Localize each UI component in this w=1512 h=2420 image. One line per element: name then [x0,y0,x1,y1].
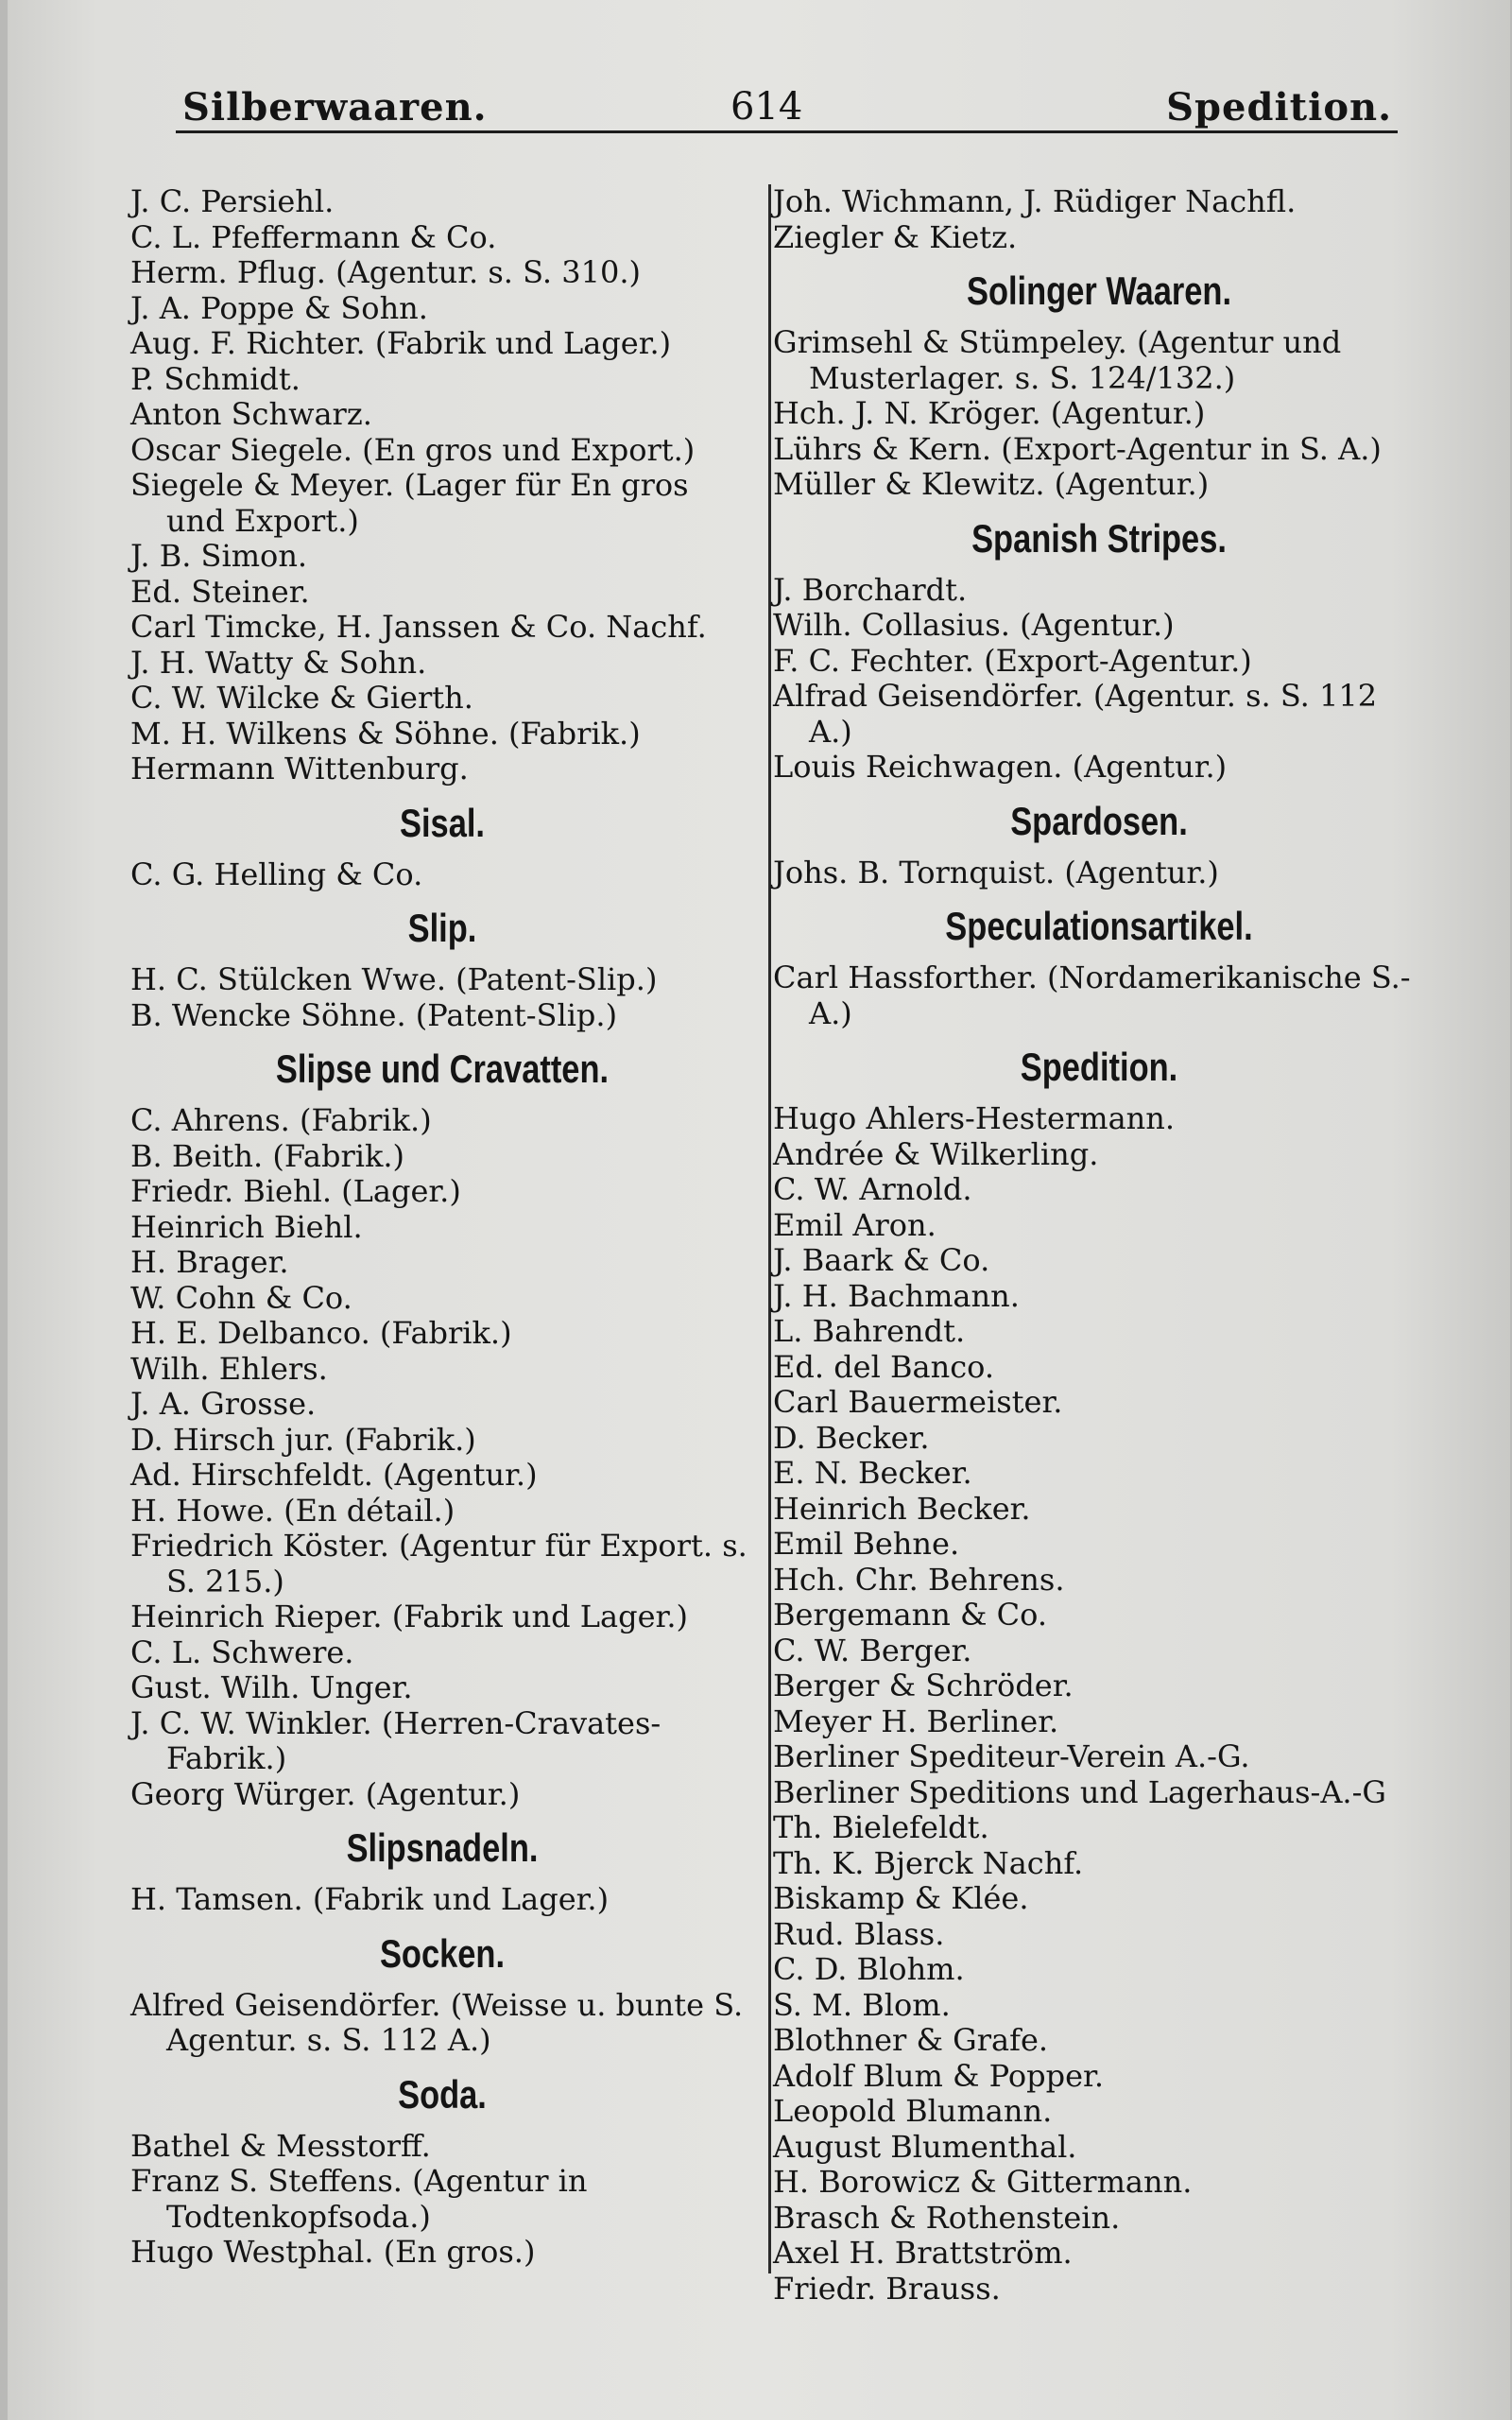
section-heading: Sisal. [400,800,485,845]
section-heading: Slipse und Cravatten. [275,1046,610,1091]
directory-entry: Ed. Steiner. [130,573,310,610]
directory-entry: Ed. del Banco. [773,1348,995,1385]
directory-entry: Heinrich Biehl. [130,1208,363,1245]
directory-entry: August Blumenthal. [773,2128,1077,2165]
directory-page [8,0,1510,2420]
directory-entry: B. Wencke Söhne. (Patent-Slip.) [130,996,618,1033]
directory-entry: Hch. J. N. Kröger. (Agentur.) [773,395,1206,431]
directory-entry: Leopold Blumann. [773,2093,1053,2129]
directory-entry: J. H. Bachmann. [773,1277,1020,1314]
section-heading: Spanish Stripes. [971,515,1227,561]
directory-entry: Anton Schwarz. [130,396,372,432]
directory-entry: Adolf Blum & Popper. [773,2057,1104,2094]
directory-entry: J. C. W. Winkler. (Herren-Cravates-Fabrik.) [130,1704,662,1776]
directory-entry: Hermann Wittenburg. [130,751,469,786]
directory-entry: J. Baark & Co. [773,1242,990,1278]
directory-entry: Berger & Schröder. [773,1668,1074,1703]
directory-entry: Blothner & Grafe. [773,2022,1049,2058]
directory-entry: Heinrich Rieper. (Fabrik und Lager.) [130,1599,688,1634]
directory-entry: F. C. Fechter. (Export-Agentur.) [773,642,1252,679]
directory-entry: Carl Bauermeister. [773,1384,1063,1420]
directory-entry: J. B. Simon. [130,538,308,574]
directory-entry: Franz S. Steffens. (Agentur in Todtenkopfsoda.) [130,2163,597,2235]
directory-entry: C. W. Arnold. [773,1171,972,1207]
directory-entry: Alfred Geisendörfer. (Weisse u. bunte S. Agentur. s. S. 112 A.) [130,1986,753,2058]
right-column [773,184,1425,2307]
section-heading: Spardosen. [1010,798,1188,843]
directory-entry: Siegele & Meyer. (Lager für En gros und Export.) [130,467,698,539]
section-heading: Slip. [407,906,477,950]
section-heading: Soda. [398,2071,487,2117]
header-right-section: Spedition. [1166,85,1392,130]
directory-entry: Lührs & Kern. (Export-Agentur in S. A.) [773,430,1382,467]
directory-entry: Biskamp & Klée. [773,1880,1029,1916]
directory-entry: C. L. Pfeffermann & Co. [130,218,497,255]
directory-entry: Heinrich Becker. [773,1490,1031,1527]
directory-entry: Rud. Blass. [773,1915,945,1952]
directory-entry: Hugo Westphal. (En gros.) [130,2234,536,2270]
page-number: 614 [730,85,803,129]
section-heading: Spedition. [1020,1045,1178,1089]
directory-entry: H. Tamsen. (Fabrik und Lager.) [130,1881,610,1917]
directory-entry: Alfrad Geisendörfer. (Agentur. s. S. 112 A.) [773,678,1387,750]
directory-entry: E. N. Becker. [773,1455,972,1491]
directory-entry: Brasch & Rothenstein. [773,2199,1121,2236]
directory-entry: H. E. Delbanco. (Fabrik.) [130,1315,512,1351]
directory-entry: C. D. Blohm. [773,1951,965,1987]
directory-entry: J. A. Grosse. [130,1386,317,1422]
directory-entry: Joh. Wichmann, J. Rüdiger Nachfl. [773,183,1297,219]
directory-entry: M. H. Wilkens & Söhne. (Fabrik.) [130,715,641,752]
directory-entry: Aug. F. Richter. (Fabrik und Lager.) [130,325,672,361]
directory-entry: Gust. Wilh. Unger. [130,1669,413,1705]
directory-entry: B. Beith. (Fabrik.) [130,1137,405,1174]
directory-entry: Emil Behne. [773,1526,960,1562]
directory-entry: C. L. Schwere. [130,1634,354,1670]
section-heading: Socken. [379,1930,506,1976]
directory-entry: Oscar Siegele. (En gros und Export.) [130,431,696,468]
directory-entry: Friedr. Brauss. [773,2270,1001,2307]
directory-entry: Bergemann & Co. [773,1597,1047,1633]
column-divider [768,184,771,2273]
directory-entry: Carl Timcke, H. Janssen & Co. Nachf. [130,609,707,645]
directory-entry: Georg Würger. (Agentur.) [130,1775,521,1812]
directory-entry: Johs. B. Tornquist. (Agentur.) [773,854,1219,890]
directory-entry: H. C. Stülcken Wwe. (Patent-Slip.) [130,961,658,997]
directory-entry: Herm. Pflug. (Agentur. s. S. 310.) [130,254,641,290]
directory-entry: Hugo Ahlers-Hestermann. [773,1100,1176,1136]
directory-entry: Berliner Speditions und Lagerhaus-A.-G [773,1773,1386,1810]
directory-entry: H. Brager. [130,1244,289,1280]
directory-entry: Wilh. Collasius. (Agentur.) [773,607,1175,643]
directory-entry: C. Ahrens. (Fabrik.) [130,1102,432,1138]
directory-entry: J. H. Watty & Sohn. [130,644,427,681]
directory-entry: H. Borowicz & Gittermann. [773,2164,1193,2200]
directory-entry: Berliner Spediteur-Verein A.-G. [773,1738,1250,1774]
header-left-section: Silberwaaren. [182,85,488,130]
directory-entry: H. Howe. (En détail.) [130,1492,455,1529]
page-header [168,85,1397,132]
directory-entry: J. Borchardt. [773,571,968,608]
directory-entry: Emil Aron. [773,1206,936,1243]
directory-entry: J. A. Poppe & Sohn. [130,289,428,326]
directory-entry: Hch. Chr. Behrens. [773,1561,1065,1598]
directory-entry: Meyer H. Berliner. [773,1703,1059,1739]
directory-entry: D. Becker. [773,1419,930,1456]
section-heading: Solinger Waaren. [966,268,1232,313]
directory-entry: Axel H. Brattström. [773,2235,1073,2271]
directory-entry: Th. K. Bjerck Nachf. [773,1844,1084,1881]
directory-entry: D. Hirsch jur. (Fabrik.) [130,1421,476,1458]
directory-entry: W. Cohn & Co. [130,1279,352,1316]
directory-entry: Müller & Klewitz. (Agentur.) [773,466,1210,502]
directory-entry: Ziegler & Kietz. [773,218,1018,255]
directory-entry: P. Schmidt. [130,360,301,397]
directory-entry: Friedr. Biehl. (Lager.) [130,1173,461,1209]
directory-entry: Bathel & Messtorff. [130,2127,431,2164]
section-heading: Slipsnadeln. [346,1825,539,1870]
directory-entry: Th. Bielefeldt. [773,1809,989,1845]
directory-entry: Ad. Hirschfeldt. (Agentur.) [130,1457,538,1493]
directory-entry: C. W. Wilcke & Gierth. [130,680,473,716]
directory-entry: Friedrich Köster. (Agentur für Export. s. S. 215.) [130,1528,757,1599]
directory-entry: Grimsehl & Stümpeley. (Agentur und Musterlager. s. S. 124/132.) [773,324,1351,396]
directory-entry: Carl Hassforther. (Nordamerikanische S.-A.) [773,959,1411,1031]
left-column [130,183,757,2271]
directory-entry: Louis Reichwagen. (Agentur.) [773,749,1228,785]
directory-entry: C. G. Helling & Co. [130,856,423,892]
directory-entry: J. C. Persiehl. [130,183,335,219]
directory-entry: Wilh. Ehlers. [130,1350,328,1387]
directory-entry: L. Bahrendt. [773,1313,966,1349]
directory-entry: Andrée & Wilkerling. [773,1135,1099,1172]
directory-entry: S. M. Blom. [773,1986,951,2023]
directory-entry: C. W. Berger. [773,1632,972,1668]
section-heading: Speculationsartikel. [945,904,1253,948]
header-rule [176,130,1398,133]
